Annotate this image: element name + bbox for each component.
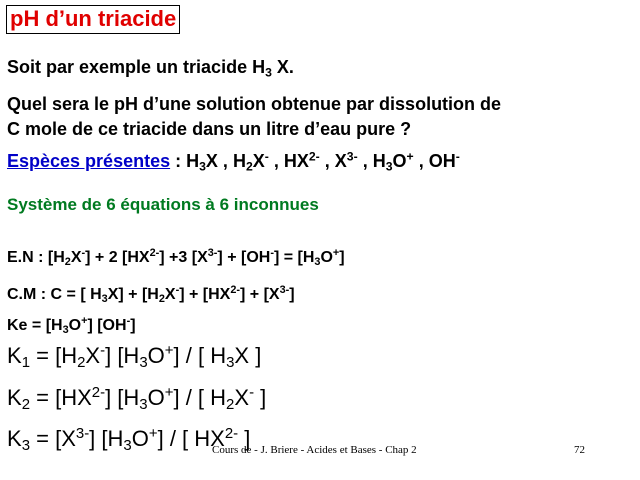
- system-line: Système de 6 équations à 6 inconnues: [7, 195, 319, 214]
- species-line: Espèces présentes : $H_3X$ , $H_2X^-$ , $HX^{2-}$ , $X^{3-}$ , $H_3O^+$ , OH-: [7, 149, 460, 174]
- species-label: Espèces présentes: [7, 151, 171, 171]
- electroneutrality-equation: E.N : $[H_2X^-] + 2$ $[HX^{2-}] +3$ $[X^{3-}] + [OH^-] = [H_3O^+]$: [7, 247, 345, 269]
- mass-conservation-equation: C.M : C = [ $H_3X] + [H_2X^-] + [HX^{2-}] + [X^{3-}]$: [7, 284, 295, 306]
- k1-equation: $K_1 = [H_2X^-]$ $[H_3O^+]$ / [ $H_3X$ ]: [7, 341, 262, 372]
- question-line-1: Quel sera le pH d’une solution obtenue par dissolution de: [7, 94, 502, 114]
- footer-text: Cours de - J. Briere - Acides et Bases - Chap 2: [212, 444, 417, 456]
- k2-equation: $K_2 = [HX^{2-}]$ $[H_3O^+]$ / [ $H_2X^-$ ]: [7, 383, 267, 414]
- slide-title: pH d’un triacide: [6, 5, 180, 34]
- k3-equation: $K_3 = [X^{3-}]$ $[H_3O^+]$ / [ $HX^{2-}$ ]: [7, 424, 251, 455]
- page-number: 72: [574, 444, 585, 456]
- intro-line: Soit par exemple un triacide $H_3$ X.: [7, 57, 294, 80]
- ke-equation: $Ke = [H_3O^+]$ [OH-]: [7, 315, 136, 337]
- question-line-2: C mole de ce triacide dans un litre d’eau pure ?: [7, 119, 412, 139]
